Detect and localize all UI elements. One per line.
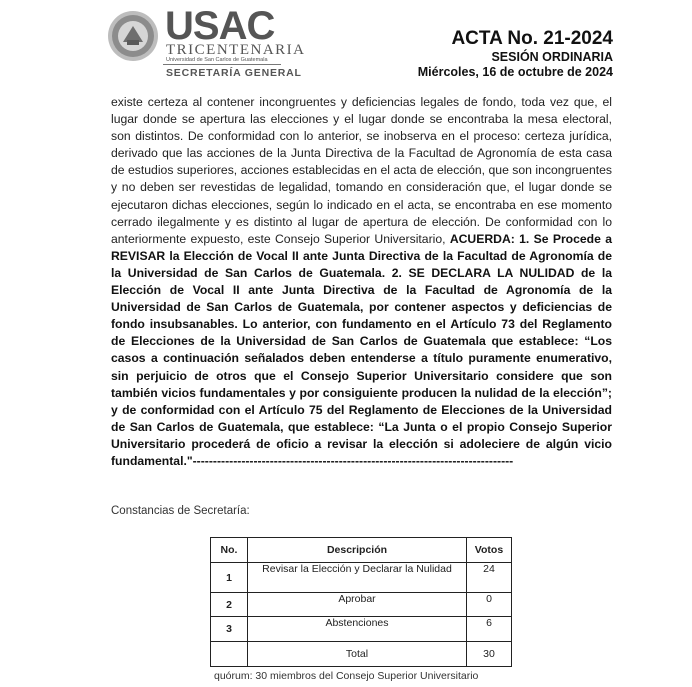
- logo-divider: [163, 64, 281, 65]
- body-paragraph: [111, 94, 612, 470]
- row-votes: 24: [467, 563, 512, 593]
- row-no: 3: [211, 617, 248, 642]
- row-description: Aprobar: [248, 593, 467, 617]
- logo-tricentenaria-text: TRICENTENARIA: [166, 42, 306, 58]
- table-row: [211, 593, 512, 617]
- acta-session: SESIÓN ORDINARIA: [491, 50, 613, 64]
- row-description: Total: [248, 642, 467, 667]
- row-no: [211, 642, 248, 667]
- row-description: Abstenciones: [248, 617, 467, 642]
- row-votes: 6: [467, 617, 512, 642]
- acta-title: ACTA No. 21-2024: [451, 28, 613, 49]
- body-text-plain: existe certeza al contener incongruentes y deficiencias legales de fondo, toda vez que, el lugar donde se apertura las elecciones y el lugar donde se encontraba la mesa electoral, son distintos. De conformidad con lo anterior, se inobserva en el proceso: certeza jurídica, derivado que las acciones de la Junta Directiva de la Facultad de Agronomía de esta casa de estudios superiores, acciones establecidas en el acta de elección, que son incongruentes y no deben ser revestidas de legalidad, tomando en consideración que, el lugar donde se ejecutaron dichas elecciones, según lo indicado en el acta, se encontraba en ese momento cerrado ilegalmente y es distinto al lugar de apertura de elección. De conformidad con lo anteriormente expuesto, este Consejo Superior Universitario,: [111, 95, 612, 246]
- row-no: 2: [211, 593, 248, 617]
- row-no: 1: [211, 563, 248, 593]
- table-row: [211, 563, 512, 593]
- table-total-row: [211, 642, 512, 667]
- quorum-note: quórum: 30 miembros del Consejo Superior Universitario: [214, 670, 479, 682]
- row-description: Revisar la Elección y Declarar la Nulidad: [248, 563, 467, 593]
- logo-department-text: SECRETARÍA GENERAL: [166, 67, 302, 79]
- university-seal-icon: [107, 10, 159, 62]
- constancias-label: Constancias de Secretaría:: [111, 505, 250, 517]
- logo-usac-text: USAC: [165, 4, 275, 48]
- body-text-bold-resolution: ACUERDA: 1. Se Procede a REVISAR la Elección de Vocal II ante Junta Directiva de la Facultad de Agronomía de la Universidad de San Carlos de Guatemala. 2. SE DECLARA LA NULIDAD de la Elección de Vocal II ante Junta Directiva de la Facultad de Agronomía de la Universidad de San Carlos de Guatemala, por contener aspectos y deficiencias de fondo insubsanables. Lo anterior, con fundamento en el Artículo 73 del Reglamento de Elecciones de la Universidad de San Carlos de Guatemala que establece: “Los casos a continuación señalados deben entenderse a título puramente enumerativo, sin perjuicio de otros que el Consejo Superior Universitario considere que son también vicios fundamentales y por consiguiente producen la nulidad de la elección”; y de conformidad con el Artículo 75 del Reglamento de Elecciones de la Universidad de San Carlos de Guatemala, que establece: “La Junta o el propio Consejo Superior Universitario procederá de oficio a revisar la elección si adoleciere de algún vicio fundamental."-------------------------------------------------------------------------------: [111, 231, 612, 468]
- logo-university-text: Universidad de San Carlos de Guatemala: [166, 57, 268, 63]
- header-descripcion: Descripción: [248, 538, 467, 563]
- document-header: [0, 0, 692, 92]
- header-votos: Votos: [467, 538, 512, 563]
- table-header-row: [211, 538, 512, 563]
- header-no: No.: [211, 538, 248, 563]
- row-votes: 30: [467, 642, 512, 667]
- acta-date: Miércoles, 16 de octubre de 2024: [417, 65, 613, 79]
- table-row: [211, 617, 512, 642]
- row-votes: 0: [467, 593, 512, 617]
- votes-table: [210, 537, 512, 667]
